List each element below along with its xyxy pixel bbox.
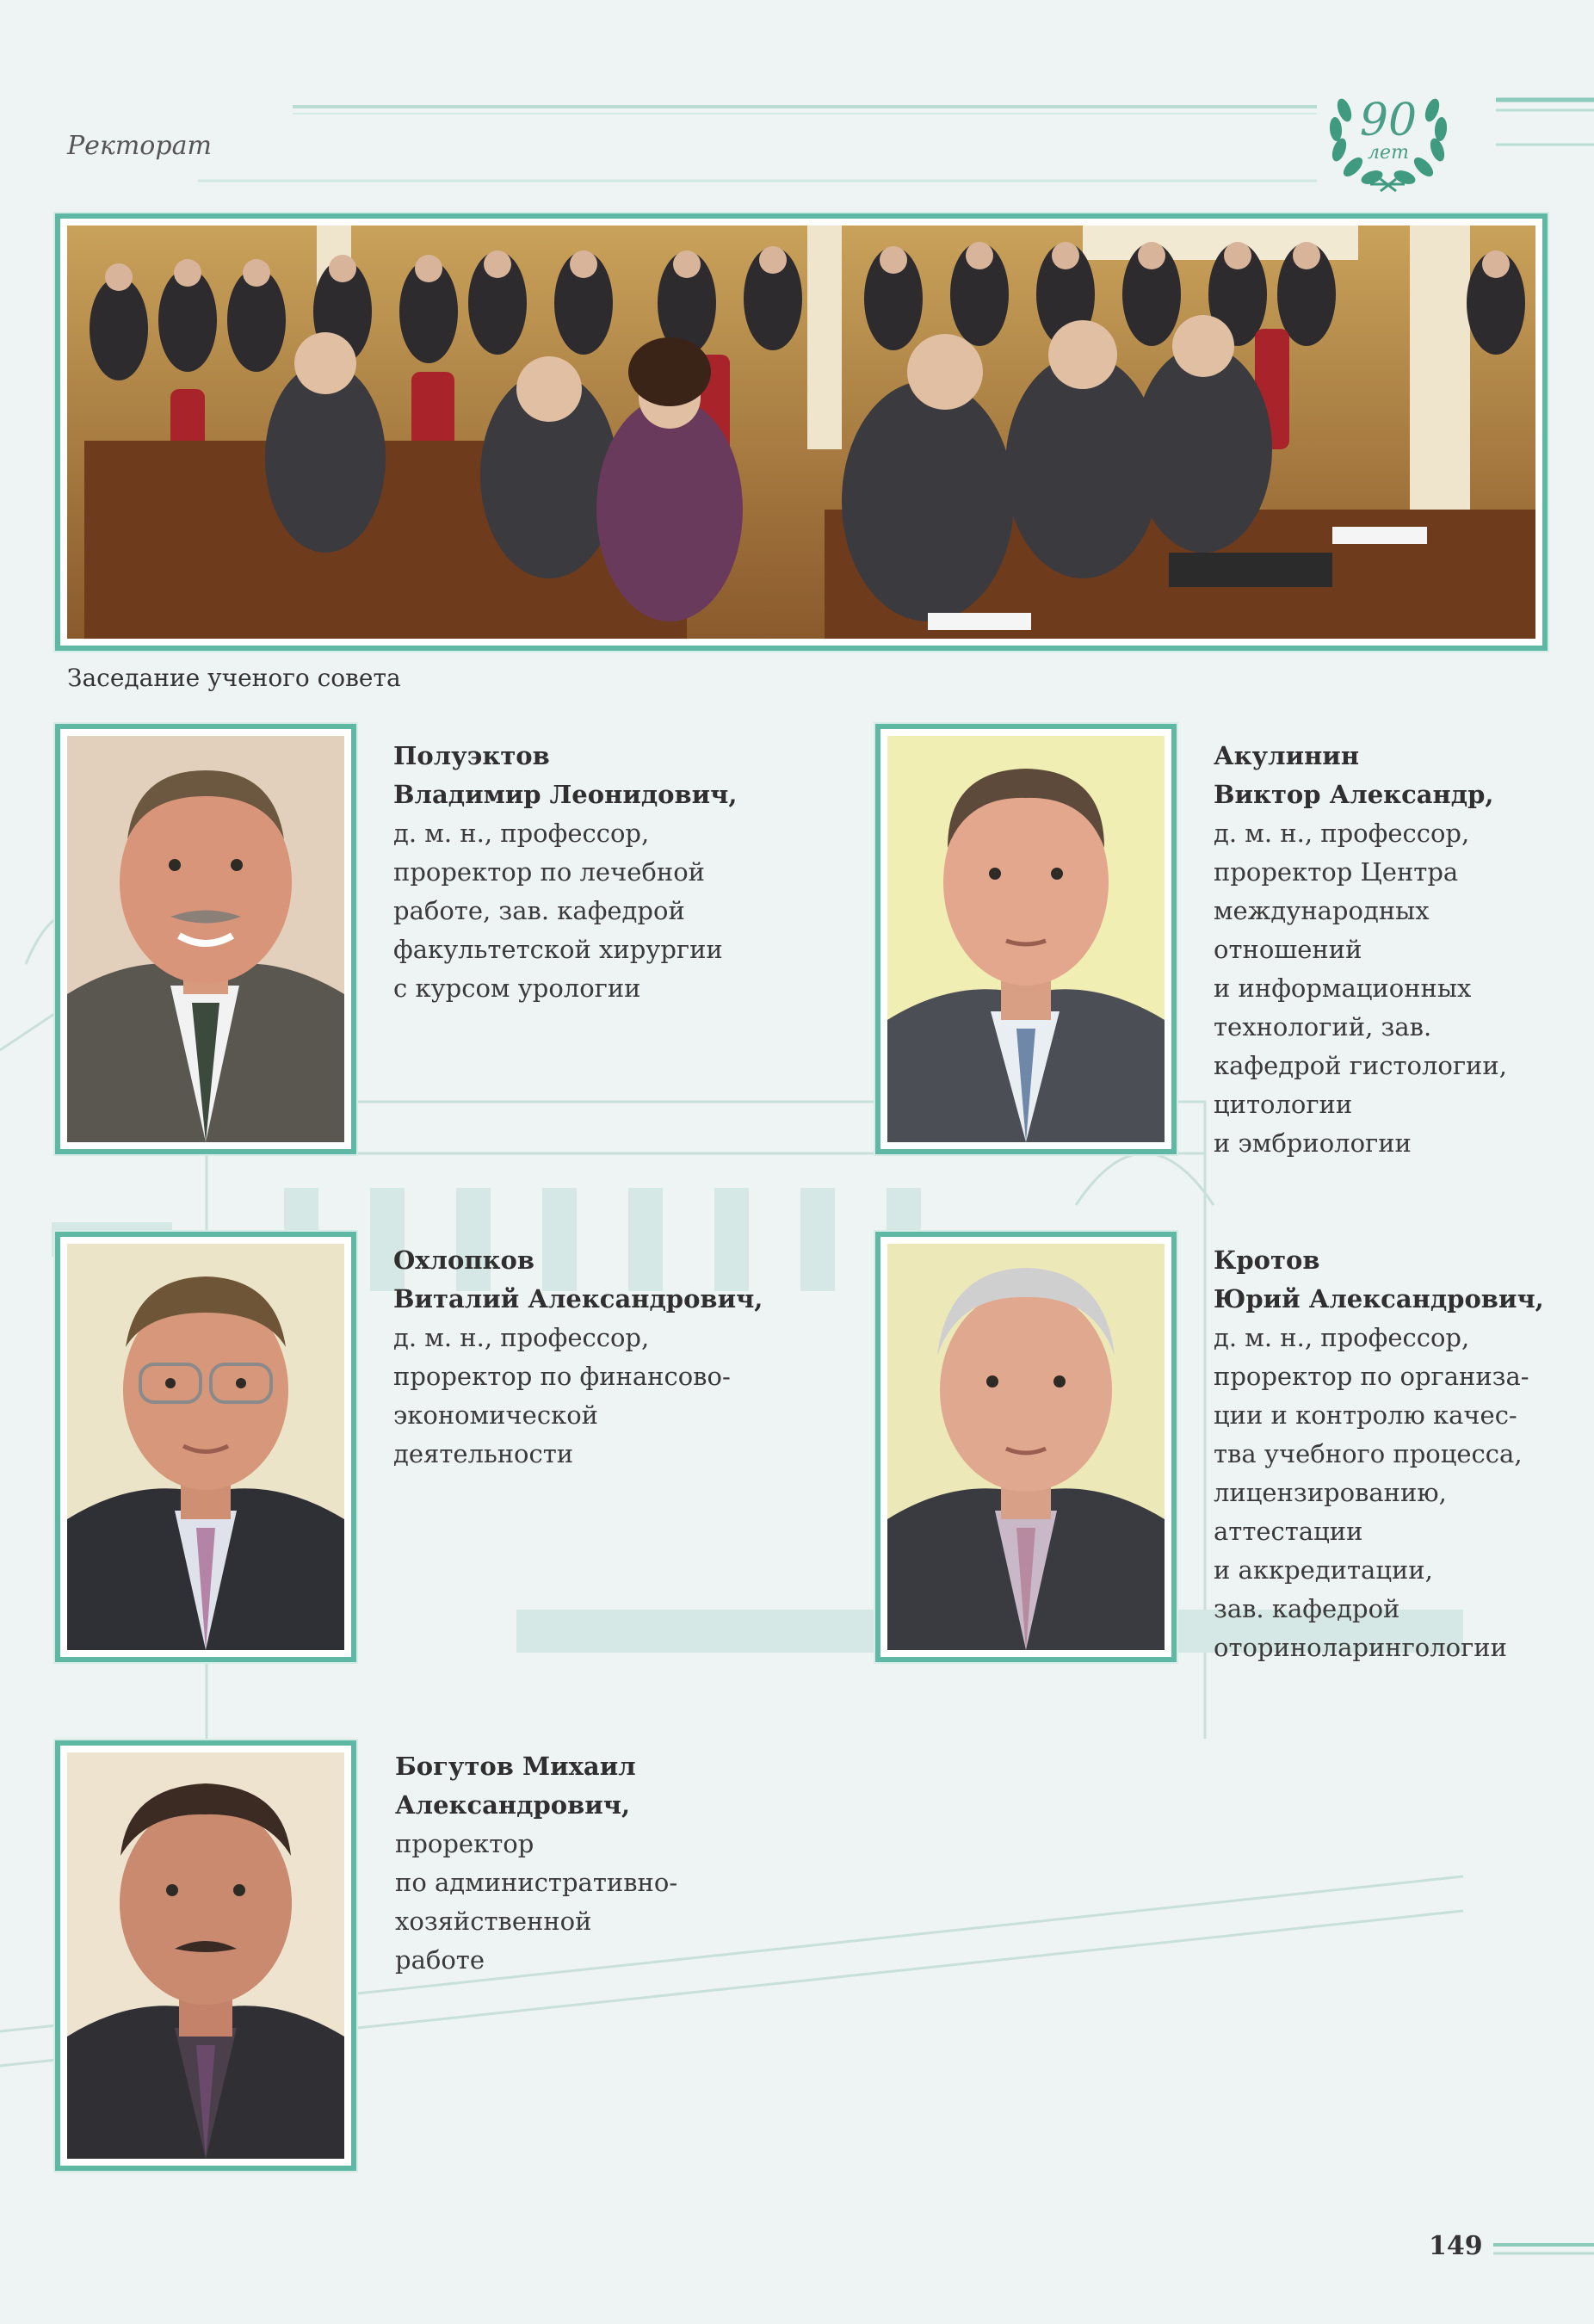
meeting-hall-image [67,226,1535,639]
portrait-image [67,736,344,1142]
bio-okhlopkov [393,1241,772,1474]
portrait-image [887,1244,1165,1650]
person-description: д. м. н., профессор, проректор по финансово- экономической деятельности [393,1323,731,1468]
bio-bogutov [395,1747,774,1980]
person-description: д. м. н., профессор, проректор Центра международных отношений и информационных технологий, зав. кафедрой гистологии, цитологии и эмбриологии [1214,819,1507,1158]
section-title: Ректорат [67,131,212,161]
footer-decorative-lines [1493,2241,1594,2262]
emblem-word: лет [1368,142,1409,164]
person-surname: Богутов Михаил [395,1752,636,1781]
bio-krotov [1214,1241,1592,1667]
council-meeting-photo [55,213,1548,651]
person-surname: Полуэктов [393,741,550,770]
person-surname: Акулинин [1214,741,1360,770]
portrait-image [67,1244,344,1650]
portrait-akulinin [875,724,1177,1154]
portrait-okhlopkov [55,1232,356,1662]
person-description: д. м. н., профессор, проректор по организа- ции и контролю качес- тва учебного процесса, лицензированию, аттестации и аккредитации, зав. кафедрой оториноларингологии [1214,1323,1529,1662]
person-given-names: Юрий Александрович, [1214,1284,1544,1313]
person-given-names: Виталий Александрович, [393,1284,763,1313]
person-given-names: Александрович, [395,1790,631,1820]
person-surname: Кротов [1214,1245,1320,1275]
emblem-number: 90 [1359,95,1418,146]
person-given-names: Владимир Леонидович, [393,780,738,809]
photo-caption: Заседание ученого совета [67,664,401,692]
portrait-image [887,736,1165,1142]
portrait-krotov [875,1232,1177,1662]
bio-akulinin [1214,737,1592,1163]
portrait-bogutov [55,1740,356,2171]
portrait-poluektov [55,724,356,1154]
person-given-names: Виктор Александр, [1214,780,1494,809]
person-surname: Охлопков [393,1245,535,1275]
bio-poluektov [393,737,772,1008]
portrait-image [67,1752,344,2159]
page-number: 149 [1429,2231,1483,2261]
anniversary-emblem [1319,76,1458,198]
person-description: проректор по административно- хозяйственной работе [395,1829,678,1975]
person-description: д. м. н., профессор, проректор по лечебной работе, зав. кафедрой факультетской хирургии с курсом урологии [393,819,723,1003]
